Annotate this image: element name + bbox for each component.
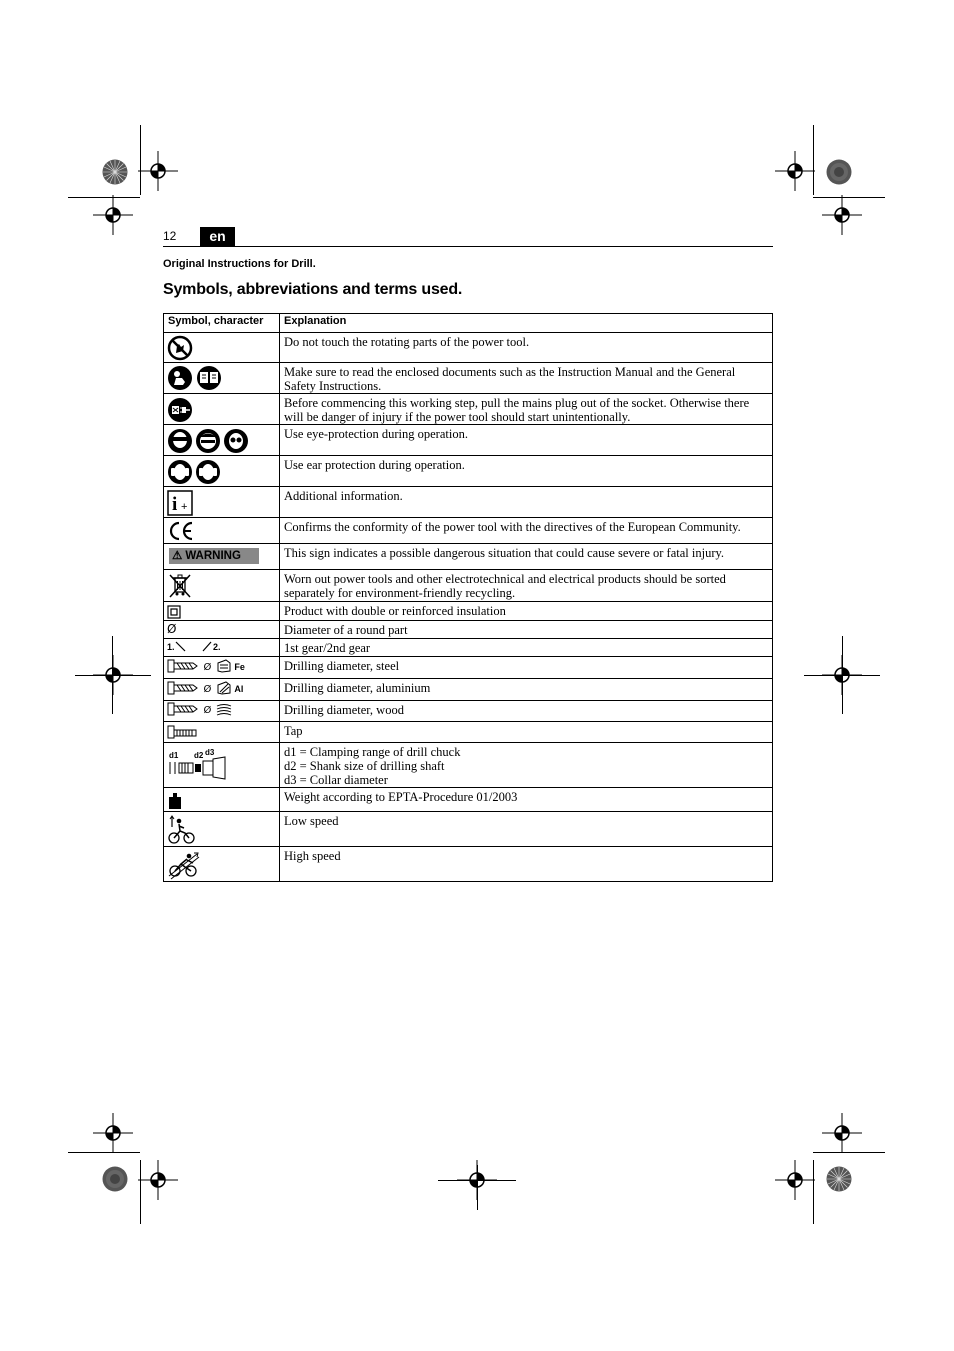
language-badge: en [200, 227, 235, 246]
symbol-cell [164, 701, 280, 722]
table-row [164, 394, 773, 425]
explanation-cell: Tap [280, 722, 773, 743]
svg-text:+: + [181, 501, 188, 513]
eye-protection-icon [167, 428, 251, 454]
table-row [164, 363, 773, 394]
explanation-cell: Worn out power tools and other electrotechnical and electrical products should be sorted separately for environment-friendly recycling. [280, 570, 773, 602]
crosshair-icon [138, 151, 178, 191]
read-manual-icon [167, 365, 223, 391]
table-row [164, 722, 773, 743]
symbol-cell [164, 487, 280, 518]
ce-mark-icon [167, 520, 195, 542]
symbol-cell [164, 518, 280, 544]
table-row [164, 639, 773, 657]
table-row [164, 602, 773, 621]
no-touch-rotating-icon [167, 335, 193, 361]
diameter-icon: Ø [203, 662, 212, 673]
explanation-line: d3 = Collar diameter [284, 773, 388, 787]
crosshair-icon [775, 1160, 815, 1200]
symbol-cell [164, 812, 280, 847]
symbol-cell [164, 394, 280, 425]
explanation-cell: Additional information. [280, 487, 773, 518]
gear-selector-icon [167, 642, 221, 652]
aluminium-material-icon [216, 681, 232, 695]
crosshair-icon [822, 195, 862, 235]
symbol-cell [164, 679, 280, 701]
explanation-cell: Drilling diameter, wood [280, 701, 773, 722]
explanation-cell: Low speed [280, 812, 773, 847]
symbol-cell [164, 570, 280, 602]
chuck-dimensions-icon [167, 747, 231, 781]
column-header-symbol: Symbol, character [164, 314, 280, 333]
aluminium-label: Al [234, 684, 244, 694]
explanation-cell: Use ear protection during operation. [280, 456, 773, 487]
table-row [164, 679, 773, 701]
drill-bit-icon [167, 659, 199, 673]
unplug-icon [167, 397, 193, 423]
explanation-cell: Drilling diameter, steel [280, 657, 773, 679]
table-row [164, 544, 773, 570]
color-disc-icon [826, 159, 852, 185]
table-row [164, 570, 773, 602]
table-row [164, 487, 773, 518]
crosshair-icon [93, 195, 133, 235]
drill-bit-icon [167, 702, 199, 716]
svg-text:i: i [172, 494, 178, 515]
info-icon [167, 490, 193, 516]
symbol-cell [164, 722, 280, 743]
table-row [164, 518, 773, 544]
explanation-cell: Weight according to EPTA-Procedure 01/2003 [280, 788, 773, 812]
symbols-table [163, 313, 773, 882]
table-row [164, 657, 773, 679]
wood-material-icon [216, 702, 232, 716]
drill-bit-icon [167, 681, 199, 695]
header-divider [163, 246, 773, 247]
dimension-label-d3: d3 [205, 748, 215, 757]
explanation-cell: Make sure to read the enclosed documents such as the Instruction Manual and the General Safety Instructions. [280, 363, 773, 394]
symbol-cell [164, 639, 280, 657]
symbol-cell [164, 743, 280, 788]
symbol-cell [164, 847, 280, 882]
diameter-icon: Ø [203, 705, 212, 716]
double-insulation-icon [167, 605, 181, 619]
crossed-bin-icon [167, 572, 193, 600]
warning-triangle-icon: ⚠ [172, 550, 183, 562]
table-row [164, 621, 773, 639]
color-disc-icon [102, 159, 128, 185]
table-row [164, 847, 773, 882]
explanation-cell: Diameter of a round part [280, 621, 773, 639]
explanation-cell: 1st gear/2nd gear [280, 639, 773, 657]
explanation-cell: This sign indicates a possible dangerous situation that could cause severe or fatal injury. [280, 544, 773, 570]
table-row [164, 456, 773, 487]
dimension-label-d1: d1 [169, 751, 179, 760]
explanation-cell: Use eye-protection during operation. [280, 425, 773, 456]
explanation-cell: High speed [280, 847, 773, 882]
low-speed-icon [167, 815, 197, 845]
tap-icon [167, 725, 199, 739]
symbol-cell [164, 788, 280, 812]
symbol-cell [164, 456, 280, 487]
table-row [164, 701, 773, 722]
high-speed-icon [167, 850, 201, 880]
symbol-cell [164, 657, 280, 679]
table-header-row [164, 314, 773, 333]
explanation-cell: Do not touch the rotating parts of the power tool. [280, 333, 773, 363]
table-row [164, 788, 773, 812]
color-disc-icon [826, 1166, 852, 1192]
table-row [164, 743, 773, 788]
dimension-label-d2: d2 [194, 751, 204, 760]
explanation-line: d2 = Shank size of drilling shaft [284, 759, 445, 773]
page-number: 12 [163, 229, 177, 243]
symbol-cell [164, 333, 280, 363]
symbol-cell [164, 363, 280, 394]
ear-protection-icon [167, 459, 223, 485]
explanation-cell: Confirms the conformity of the power tool with the directives of the European Community. [280, 518, 773, 544]
column-header-explanation: Explanation [280, 314, 773, 333]
symbol-cell [164, 544, 280, 570]
symbol-cell [164, 602, 280, 621]
explanation-cell: Drilling diameter, aluminium [280, 679, 773, 701]
symbol-cell [164, 621, 280, 639]
crosshair-icon [93, 1113, 133, 1153]
crosshair-icon [822, 1113, 862, 1153]
explanation-cell: Product with double or reinforced insulation [280, 602, 773, 621]
diameter-icon: Ø [203, 684, 212, 695]
table-row [164, 333, 773, 363]
table-row [164, 812, 773, 847]
explanation-cell [280, 743, 773, 788]
section-title: Symbols, abbreviations and terms used. [163, 281, 463, 298]
table-row [164, 425, 773, 456]
diameter-icon: Ø [167, 622, 177, 636]
explanation-cell: Before commencing this working step, pull the mains plug out of the socket. Otherwise there will be danger of injury if the power tool should start unintentionally. [280, 394, 773, 425]
symbol-cell [164, 425, 280, 456]
weight-icon [167, 792, 183, 810]
steel-material-icon [216, 659, 232, 673]
crosshair-icon [775, 151, 815, 191]
explanation-line: d1 = Clamping range of drill chuck [284, 745, 461, 759]
color-disc-icon [102, 1166, 128, 1192]
warning-label: WARNING [185, 550, 241, 562]
steel-label: Fe [234, 662, 245, 672]
document-subtitle: Original Instructions for Drill. [163, 258, 316, 270]
crosshair-icon [138, 1160, 178, 1200]
warning-badge [169, 548, 259, 564]
gear-two-label: 2. [213, 642, 221, 652]
gear-one-label: 1. [167, 642, 175, 652]
